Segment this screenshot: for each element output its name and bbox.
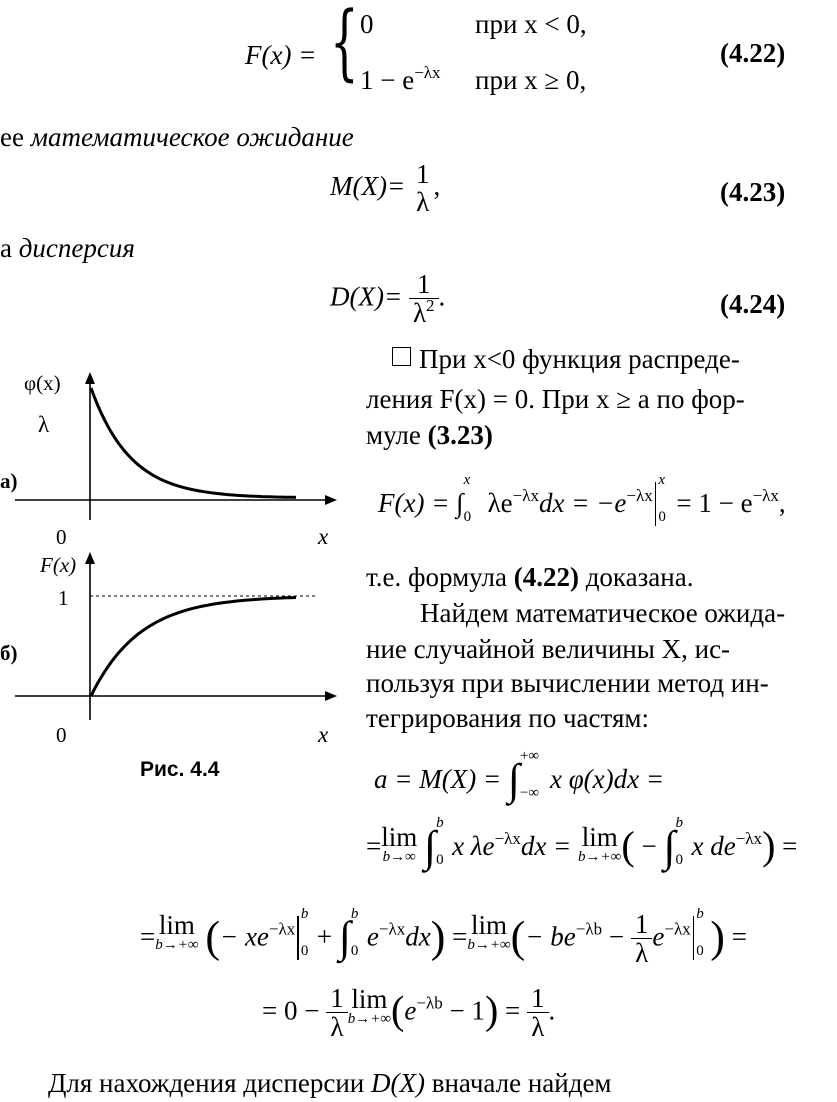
arrow-icon xyxy=(325,691,337,701)
arrow-icon xyxy=(325,495,337,505)
panel-b-label: б) xyxy=(0,641,18,665)
case2-value: $1 - e^{-\lambda x}$ xyxy=(360,63,441,95)
panel-b-one: 1 xyxy=(58,586,69,610)
formula-lhs: F(x) = xyxy=(245,40,317,70)
last-line: Для нахождения дисперсии D(X) вначале найдем xyxy=(48,1068,612,1098)
panel-b-origin: 0 xyxy=(56,723,67,747)
distribution-curve xyxy=(91,598,296,697)
arrow-icon xyxy=(85,372,95,384)
equation-number: (4.24) xyxy=(720,289,786,319)
formula-4-24: D(X)= $\frac{1}{\lambda^2}$ . xyxy=(330,269,446,329)
case1-value: 0 xyxy=(360,9,374,39)
integral-F: F(x) = ∫ x 0 $\lambda e^{-\lambda x}dx = -e^{-\lambda x}$ x 0 = $1 - e^{-\lambda x}$, xyxy=(378,472,786,525)
case2-condition: при x ≥ 0, xyxy=(475,65,587,95)
paragraph-line: тегрирования по частям: xyxy=(366,703,649,733)
expectation-eq2: =lim b→∞ ∫ b 0 x $\lambda e^{-\lambda x}dx = \lim$ b→+∞ ( − ∫ b 0 x $de^{-\lambda x}$) = xyxy=(366,815,798,871)
arrow-icon xyxy=(85,552,95,564)
panel-a-ylabel: φ(x) xyxy=(24,371,61,395)
panel-a xyxy=(0,371,337,549)
case1-condition: при x < 0, xyxy=(475,9,587,39)
panel-a-xlabel: x xyxy=(318,524,329,549)
text-variance: а дисперсия xyxy=(0,233,135,263)
square-icon xyxy=(392,347,411,366)
text-expectation: ее математическое ожидание xyxy=(0,122,354,152)
expectation-eq1: a = M(X) = ∫ +∞ −∞ x φ(x)dx = xyxy=(374,748,665,804)
panel-a-lambda: λ xyxy=(38,412,50,437)
equation-number: (4.23) xyxy=(720,177,786,207)
formula-4-22 xyxy=(0,0,837,120)
figure-4-4 xyxy=(0,360,345,780)
formula-4-23: M(X)= 1 λ , xyxy=(330,159,441,218)
brace: { xyxy=(330,0,359,90)
paragraph-line: муле (3.23) xyxy=(366,420,493,450)
density-curve xyxy=(91,388,296,497)
paragraph-line: т.е. формула (4.22) доказана. xyxy=(366,562,694,592)
panel-b-xlabel: x xyxy=(318,722,329,747)
panel-a-label: а) xyxy=(0,469,18,493)
paragraph-line: ления F(x) = 0. При x ≥ a по фор- xyxy=(366,384,745,414)
figure-caption: Рис. 4.4 xyxy=(140,758,220,780)
panel-b-ylabel: F(x) xyxy=(40,553,77,577)
paragraph-line: ние случайной величины X, ис- xyxy=(366,634,731,664)
panel-b xyxy=(0,552,337,747)
expectation-eq3: = lim b→+∞ (− $xe^{-\lambda x}$ b 0 + ∫ b 0 $e^{-\lambda x}dx) = \lim$ b→+∞ (− $be^{-\lambda b}$ − $\frac{1}{\lambda}$ $e^{-\lambda x}$ b 0 ) = xyxy=(140,905,747,969)
paragraph-line: При x<0 функция распреде- xyxy=(392,344,740,375)
paragraph-line: Найдем математическое ожида- xyxy=(420,598,786,628)
equation-number: (4.22) xyxy=(720,38,786,68)
paragraph-line: пользуя при вычислении метод ин- xyxy=(366,668,769,698)
panel-a-origin: 0 xyxy=(56,525,67,549)
expectation-eq4: = 0 − $\frac{1}{\lambda}$ lim b→+∞ $(e^{-\lambda b} - 1)$ = $\frac{1}{\lambda}$ . xyxy=(262,983,556,1043)
